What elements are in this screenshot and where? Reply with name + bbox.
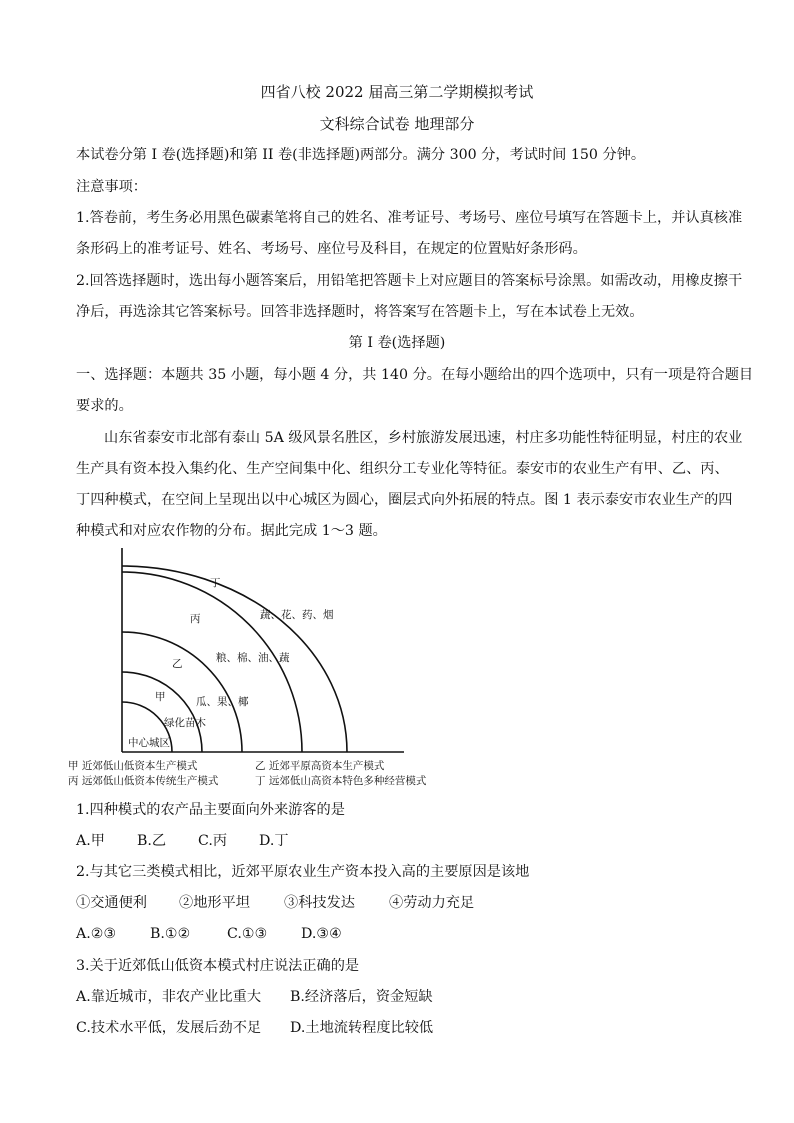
question-2-stem: 2.与其它三类模式相比，近郊平原农业生产资本投入高的主要原因是该地 — [76, 864, 530, 880]
exam-title: 四省八校 2022 届高三第二学期模拟考试 — [260, 83, 534, 101]
zone-label-yi: 乙 — [172, 658, 183, 670]
question-1-option-a[interactable]: A.甲 — [76, 833, 105, 849]
passage-line-3: 丁四种模式，在空间上呈现出以中心城区为圆心，圈层式向外拓展的特点。图 1 表示泰安市农业生产的四 — [76, 492, 733, 508]
question-3-option-c[interactable]: C.技术水平低，发展后劲不足 — [76, 1020, 262, 1036]
question-2-choice-4: ④劳动力充足 — [389, 895, 475, 911]
passage-line-1: 山东省泰安市北部有泰山 5A 级风景名胜区，乡村旅游发展迅速，村庄多功能性特征明显，村庄的农业 — [104, 430, 743, 446]
question-3-option-a[interactable]: A.靠近城市，非农产业比重大 — [76, 989, 262, 1005]
question-1-option-d[interactable]: D.丁 — [259, 833, 289, 849]
crop-label-bing: 粮、棉、油、蔬 — [216, 652, 290, 664]
exam-intro: 本试卷分第 I 卷(选择题)和第 II 卷(非选择题)两部分。满分 300 分，考试时间 150 分钟。 — [76, 147, 646, 163]
legend-ding: 丁 远郊低山高资本特色多种经营模式 — [255, 775, 427, 787]
notice-item-2-line-1: 2.回答选择题时，选出每小题答案后，用铅笔把答题卡上对应题目的答案标号涂黑。如需改动，用橡皮擦干 — [76, 273, 743, 289]
question-2-option-d[interactable]: D.③④ — [301, 926, 342, 942]
notice-item-1-line-1: 1.答卷前，考生务必用黑色碳素笔将自己的姓名、准考证号、考场号、座位号填写在答题卡上，并认真核准 — [76, 210, 743, 226]
legend-yi: 乙 近郊平原高资本生产模式 — [255, 760, 385, 772]
notice-item-1-line-2: 条形码上的准考证号、姓名、考场号、座位号及科目，在规定的位置贴好条形码。 — [76, 241, 587, 257]
question-3-stem: 3.关于近郊低山低资本模式村庄说法正确的是 — [76, 958, 360, 974]
question-2-choice-3: ③科技发达 — [284, 895, 355, 911]
zone-label-bing: 丙 — [190, 613, 201, 625]
passage-line-2: 生产具有资本投入集约化、生产空间集中化、组织分工专业化等特征。泰安市的农业生产有甲、乙、丙、 — [76, 461, 729, 477]
passage-line-4: 种模式和对应农作物的分布。据此完成 1～3 题。 — [76, 523, 387, 539]
ring-zone-yi — [122, 632, 242, 752]
question-2-choice-2: ②地形平坦 — [179, 895, 250, 911]
question-3-option-b[interactable]: B.经济落后，资金短缺 — [290, 989, 433, 1005]
crop-label-ding: 蔬、花、药、烟 — [260, 609, 334, 621]
question-2-choice-1: ①交通便利 — [76, 895, 147, 911]
question-1-option-c[interactable]: C.丙 — [198, 833, 228, 849]
crop-label-yi: 瓜、果、椰 — [196, 696, 249, 708]
question-1-option-b[interactable]: B.乙 — [137, 833, 167, 849]
zone-label-jia: 甲 — [155, 691, 166, 703]
section-instruction-line-1: 一、选择题：本题共 35 小题，每小题 4 分，共 140 分。在每小题给出的四个选项中，只有一项是符合题目 — [76, 367, 754, 383]
question-1-stem: 1.四种模式的农产品主要面向外来游客的是 — [76, 802, 345, 818]
question-2-option-c[interactable]: C.①③ — [227, 926, 268, 942]
question-2-option-b[interactable]: B.①② — [150, 926, 191, 942]
part1-title: 第 I 卷(选择题) — [348, 335, 446, 351]
crop-label-jia: 绿化苗木 — [164, 717, 206, 729]
notice-item-2-line-2: 净后，再选涂其它答案标号。回答非选择题时，将答案写在答题卡上，写在本试卷上无效。 — [76, 304, 644, 320]
zone-label-ding: 丁 — [210, 577, 221, 589]
question-3-option-d[interactable]: D.土地流转程度比较低 — [290, 1020, 434, 1036]
exam-subtitle: 文科综合试卷 地理部分 — [319, 115, 475, 133]
section-instruction-line-2: 要求的。 — [76, 398, 133, 414]
legend-jia: 甲 近郊低山低资本生产模式 — [68, 760, 198, 772]
figure-1-diagram — [60, 540, 480, 790]
center-city-label: 中心城区 — [128, 737, 170, 749]
legend-bing: 丙 远郊低山低资本传统生产模式 — [68, 775, 219, 787]
question-2-option-a[interactable]: A.②③ — [76, 926, 117, 942]
notice-heading: 注意事项： — [76, 179, 147, 195]
